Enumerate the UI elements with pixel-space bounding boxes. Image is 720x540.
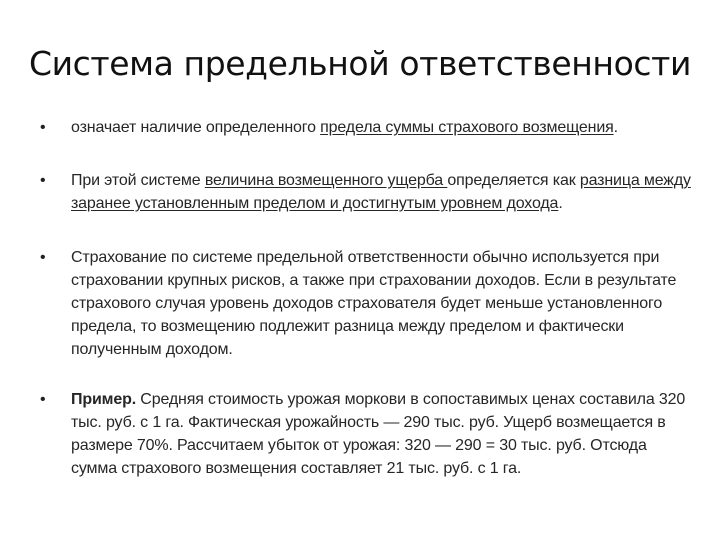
text-run: При этой системе — [71, 172, 205, 189]
bullet-text — [71, 169, 691, 215]
text-run: Средняя стоимость урожая моркови в сопоставимых ценах составила 320 тыс. руб. с 1 га. Фактическая урожайность — 290 тыс. руб. Ущерб возмещается в размере 70%. Рассчитаем убыток от урожая: 320 — 290 = 30 тыс. руб. Отсюда сумма страхового возмещения составляет 21 тыс. руб. с 1 га. — [71, 391, 686, 477]
bullet-text — [71, 116, 691, 139]
text-run: . — [613, 119, 618, 136]
text-run: означает наличие определенного — [71, 119, 321, 136]
bullet-icon: • — [40, 172, 46, 189]
bullet-text — [71, 388, 691, 480]
text-run: . — [558, 195, 563, 212]
bullet-icon: • — [40, 249, 46, 266]
page-title: Система предельной ответственности — [28, 44, 691, 83]
underlined-term: разница между заранее установленным пределом и достигнутым уровнем дохода — [71, 172, 691, 212]
bullet-icon: • — [40, 391, 46, 408]
underlined-term: предела суммы страхового возмещения — [320, 119, 614, 136]
bullet-icon: • — [40, 119, 46, 136]
example-label: Пример. — [71, 391, 137, 408]
bullet-text — [71, 246, 691, 361]
underlined-term: величина возмещенного ущерба — [204, 172, 448, 189]
text-run: определяется как — [447, 172, 580, 189]
text-run: Страхование по системе предельной ответственности обычно используется при страховании крупных рисков, а также при страховании доходов. Если в результате страхового случая уровень доходов страхователя будет меньше установленного предела, то возмещению подлежит разница между пределом и фактически полученным доходом. — [71, 249, 677, 358]
